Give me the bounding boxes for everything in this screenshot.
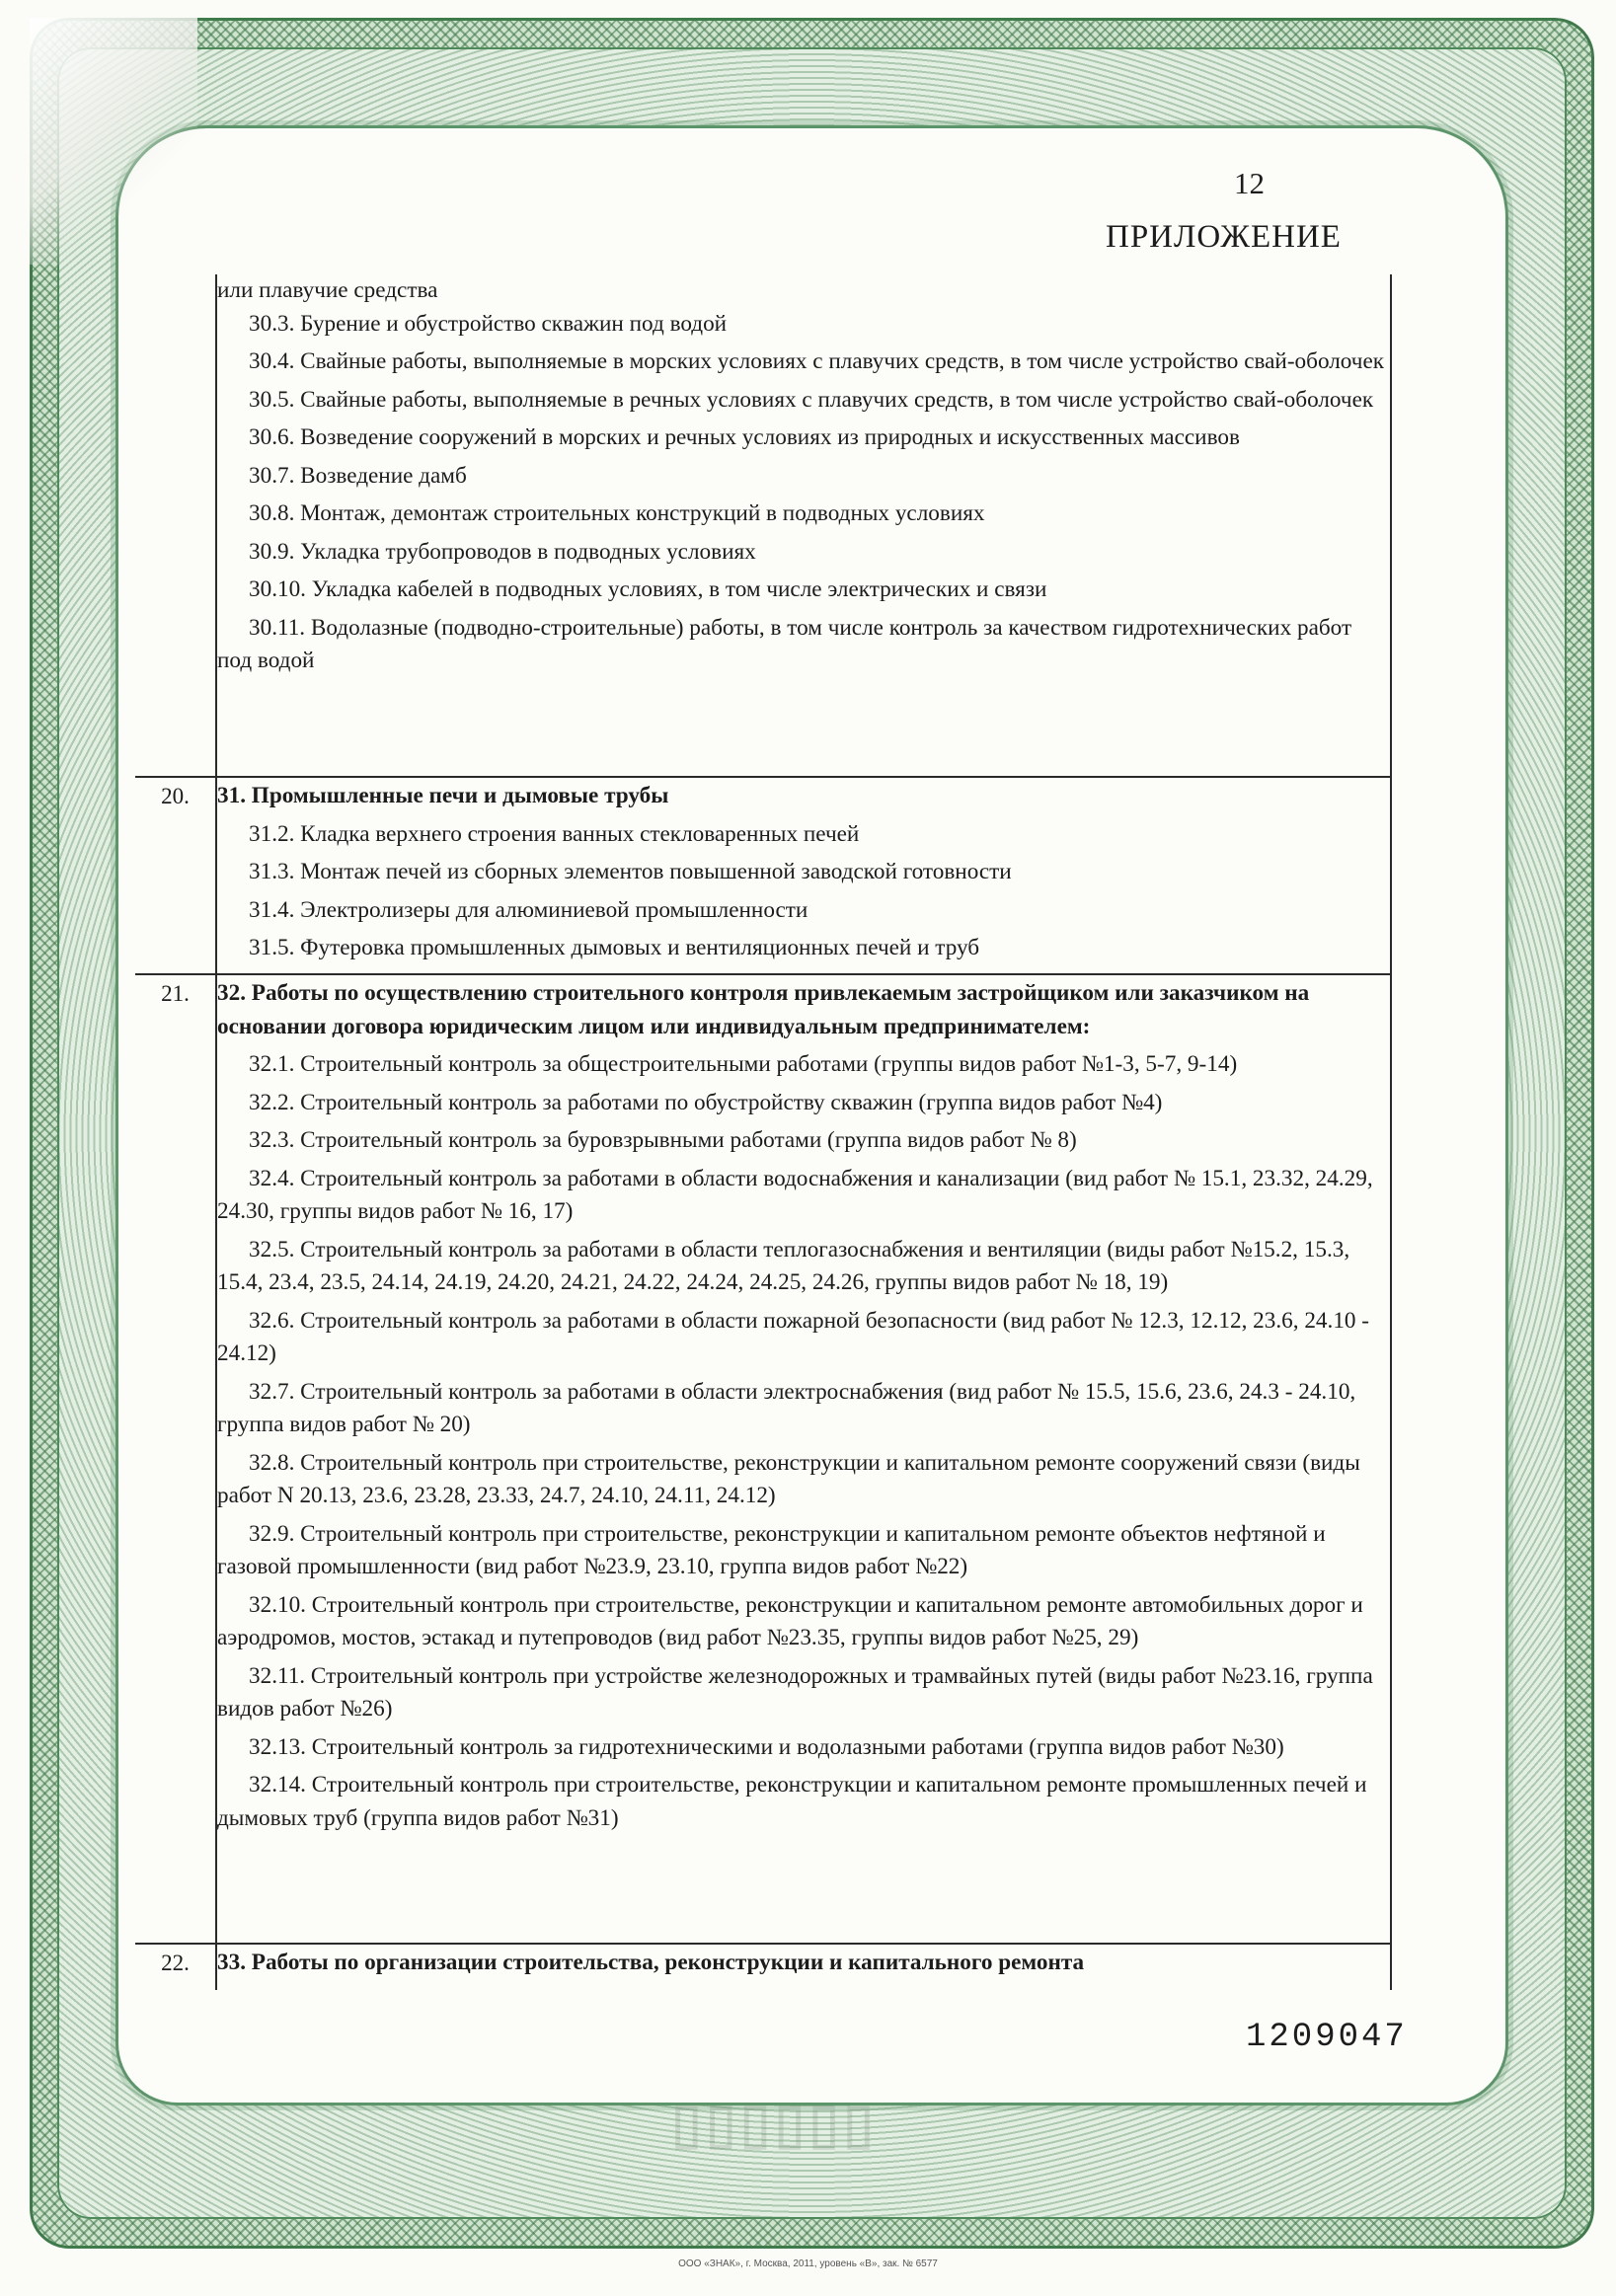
list-item: 32.10. Строительный контроль при строительстве, реконструкции и капитальном ремонте автомобильных дорог и аэродромов, мостов, эстакад и путепроводов (вид работ №23.35, группы видов работ №25, 29) [217, 1591, 1363, 1650]
row-divider [135, 973, 1392, 975]
row-number: 21. [161, 981, 190, 1006]
page-number: 12 [1234, 166, 1265, 200]
section-heading: 33. Работы по организации строительства, реконструкции и капитального ремонта [217, 1950, 1085, 1975]
column-divider-right [1390, 274, 1392, 1990]
list-item: 32.6. Строительный контроль за работами в области пожарной безопасности (вид работ № 12.3, 12.12, 23.6, 24.10 - 24.12) [217, 1307, 1370, 1366]
section-heading: 32. Работы по осуществлению строительного контроля привлекаемым застройщиком или заказчиком на основании договора юридическим лицом или индивидуальным предпринимателем: [217, 980, 1310, 1039]
row-content [217, 977, 1388, 1835]
list-item: или плавучие средства [217, 277, 438, 303]
list-item: 32.8. Строительный контроль при строительстве, реконструкции и капитальном ремонте сооружений связи (виды работ N 20.13, 23.6, 23.28, 23.33, 24.7, 24.10, 24.11, 24.12) [217, 1449, 1360, 1508]
row-content [217, 274, 1388, 678]
work-types-table [135, 274, 1392, 1990]
list-item: 30.9. Укладка трубопроводов в подводных условиях [249, 538, 756, 565]
security-watermark: ▯▯▯▯▯▯ [671, 2092, 878, 2154]
row-number: 20. [161, 784, 190, 808]
list-item: 30.8. Монтаж, демонтаж строительных конструкций в подводных условиях [249, 500, 985, 526]
list-item: 30.6. Возведение сооружений в морских и речных условиях из природных и искусственных массивов [249, 424, 1240, 450]
list-item: 30.11. Водолазные (подводно-строительные) работы, в том числе контроль за качеством гидротехнических работ под водой [217, 614, 1352, 673]
list-item: 32.11. Строительный контроль при устройстве железнодорожных и трамвайных путей (виды работ №23.16, группа видов работ №26) [217, 1662, 1373, 1722]
list-item: 31.2. Кладка верхнего строения ванных стекловаренных печей [249, 820, 860, 847]
form-serial-number: 1209047 [1246, 2019, 1408, 2056]
list-item: 30.4. Свайные работы, выполняемые в морских условиях с плавучих средств, в том числе устройство свай-оболочек [249, 348, 1385, 374]
list-item: 32.9. Строительный контроль при строительстве, реконструкции и капитальном ремонте объектов нефтяной и газовой промышленности (вид работ №23.9, 23.10, группа видов работ №22) [217, 1520, 1326, 1579]
row-content [217, 780, 1388, 965]
list-item: 30.5. Свайные работы, выполняемые в речных условиях с плавучих средств, в том числе устройство свай-оболочек [249, 386, 1374, 413]
row-divider [135, 1943, 1392, 1945]
printer-imprint: ООО «ЗНАК», г. Москва, 2011, уровень «В», зак. № 6577 [678, 2258, 938, 2269]
row-divider [135, 776, 1392, 778]
list-item: 32.1. Строительный контроль за общестроительными работами (группы видов работ №1-3, 5-7, 9-14) [249, 1051, 1238, 1077]
list-item: 32.7. Строительный контроль за работами в области электроснабжения (вид работ № 15.5, 15.6, 23.6, 24.3 - 24.10, группа видов работ № 20) [217, 1378, 1356, 1437]
list-item: 31.4. Электролизеры для алюминиевой промышленности [249, 896, 808, 923]
row-number: 22. [161, 1951, 190, 1975]
list-item: 32.5. Строительный контроль за работами в области теплогазоснабжения и вентиляции (виды работ №15.2, 15.3, 15.4, 23.4, 23.5, 24.14, 24.19, 24.20, 24.21, 24.22, 24.24, 24.25, 24.26, группы видов работ № 18, 19) [217, 1236, 1350, 1295]
list-item: 32.3. Строительный контроль за буровзрывными работами (группа видов работ № 8) [249, 1127, 1077, 1153]
row-content [217, 1947, 1388, 1980]
appendix-title: ПРИЛОЖЕНИЕ [1106, 219, 1342, 255]
list-item: 32.2. Строительный контроль за работами по обустройству скважин (группа видов работ №4) [249, 1089, 1163, 1115]
list-item: 30.3. Бурение и обустройство скважин под водой [249, 310, 728, 337]
list-item: 32.13. Строительный контроль за гидротехническими и водолазными работами (группа видов работ №30) [249, 1733, 1284, 1760]
section-heading: 31. Промышленные печи и дымовые трубы [217, 783, 669, 808]
list-item: 32.14. Строительный контроль при строительстве, реконструкции и капитальном ремонте промышленных печей и дымовых труб (группа видов работ №31) [217, 1772, 1367, 1831]
list-item: 31.5. Футеровка промышленных дымовых и вентиляционных печей и труб [249, 935, 980, 960]
list-item: 30.7. Возведение дамб [249, 462, 467, 489]
list-item: 32.4. Строительный контроль за работами в области водоснабжения и канализации (вид работ № 15.1, 23.32, 24.29, 24.30, группы видов работ № 16, 17) [217, 1165, 1373, 1224]
list-item: 31.3. Монтаж печей из сборных элементов повышенной заводской готовности [249, 859, 1012, 884]
list-item: 30.10. Укладка кабелей в подводных условиях, в том числе электрических и связи [249, 576, 1047, 602]
